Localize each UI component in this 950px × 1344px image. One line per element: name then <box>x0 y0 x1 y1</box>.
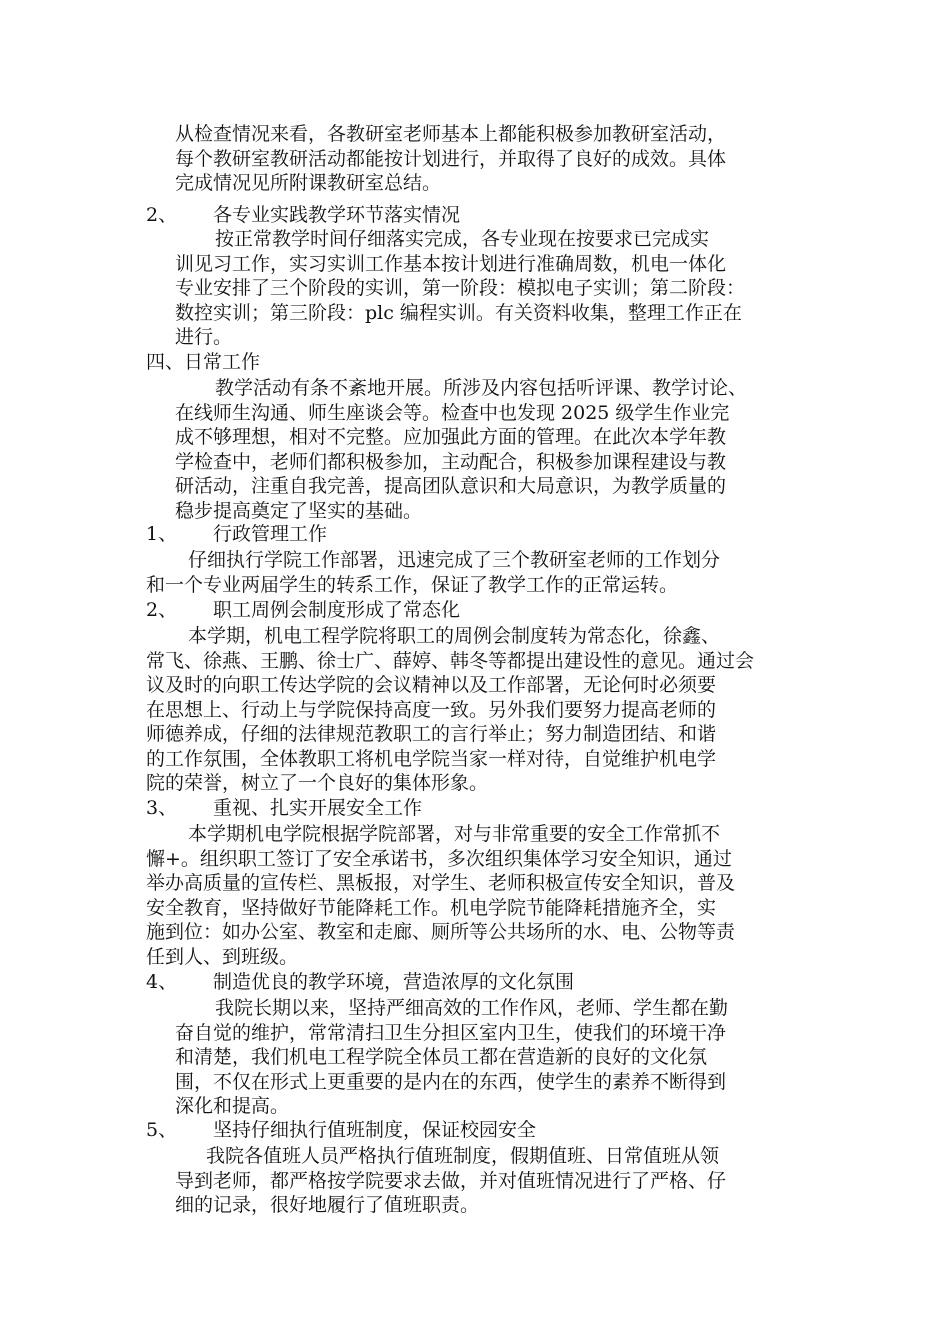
h1-heading: 行政管理工作 <box>213 523 328 545</box>
h3-heading: 重视、扎实开展安全工作 <box>213 797 423 819</box>
h2b-number: 2、 <box>146 599 178 621</box>
p5-line-6: 的工作氛围，全体教职工将机电学院当家一样对待，自觉维护机电学 <box>146 747 717 770</box>
p6-line-2: 懈+。组织职工签订了安全承诺书，多次组织集体学习安全知识，通过 <box>146 847 732 870</box>
p5-line-3: 议及时的向职工传达学院的会议精神以及工作部署，无论何时必须要 <box>146 674 717 696</box>
h4-heading: 四、日常工作 <box>146 351 261 373</box>
p8-line-2: 导到老师，都严格按学院要求去做，并对值班情况进行了严格、仔 <box>175 1169 727 1192</box>
p3-line-4: 学检查中，老师们都积极参加，主动配合，积极参加课程建设与教 <box>175 450 727 473</box>
p4-line-2: 和一个专业两届学生的转系工作，保证了教学工作的正常运转。 <box>146 573 679 596</box>
h2a-number: 2、 <box>146 204 178 226</box>
h4b-heading: 制造优良的教学环境，营造浓厚的文化氛围 <box>213 971 575 993</box>
p3-line-5: 研活动，注重自我完善，提高团队意识和大局意识，为教学质量的 <box>175 475 727 497</box>
p6-line-3: 举办高质量的宣传栏、黑板报，对学生、老师积极宣传安全知识，普及 <box>146 872 736 894</box>
p3-line-1: 教学活动有条不紊地开展。所涉及内容包括听评课、教学讨论、 <box>215 377 748 399</box>
p8-line-1: 我院各值班人员严格执行值班制度，假期值班、日常值班从领 <box>206 1145 720 1167</box>
p7-line-2: 奋自觉的维护，常常清扫卫生分担区室内卫生，使我们的环境干净 <box>175 1021 727 1044</box>
p5-line-4: 在思想上、行动上与学院保持高度一致。另外我们要努力提高老师的 <box>146 698 717 721</box>
p3-line-6: 稳步提高奠定了坚实的基础。 <box>175 499 423 522</box>
p2-line-1: 按正常教学时间仔细落实完成，各专业现在按要求已完成实 <box>215 228 710 250</box>
p3-line-3: 成不够理想，相对不完整。应加强此方面的管理。在此次本学年教 <box>175 426 727 448</box>
p6-line-1: 本学期机电学院根据学院部署，对与非常重要的安全工作常抓不 <box>188 823 721 845</box>
p2-line-2: 训见习工作，实习实训工作基本按计划进行准确周数，机电一体化 <box>175 252 727 275</box>
p5-line-7: 院的荣誉，树立了一个良好的集体形象。 <box>146 772 489 794</box>
p8-line-3: 细的记录，很好地履行了值班职责。 <box>175 1194 480 1216</box>
h4b-number: 4、 <box>146 971 178 993</box>
p7-line-4: 围，不仅在形式上更重要的是内在的东西，使学生的素养不断得到 <box>175 1070 727 1093</box>
h5-number: 5、 <box>146 1119 178 1141</box>
p5-line-1: 本学期，机电工程学院将职工的周例会制度转为常态化，徐鑫、 <box>188 625 721 647</box>
p6-line-6: 任到人、到班级。 <box>146 945 299 968</box>
p6-line-4: 安全教育，坚持做好节能降耗工作。机电学院节能降耗措施齐全，实 <box>146 896 717 919</box>
h1-number: 1、 <box>146 523 178 545</box>
p2-line-4: 数控实训；第三阶段：plc 编程实训。有关资料收集，整理工作正在 <box>175 301 742 324</box>
p3-line-2: 在线师生沟通、师生座谈会等。检查中也发现 2025 级学生作业完 <box>175 401 730 424</box>
p7-line-1: 我院长期以来，坚持严细高效的工作作风，老师、学生都在勤 <box>215 997 729 1019</box>
h2a-heading: 各专业实践教学环节落实情况 <box>213 204 461 226</box>
p6-line-5: 施到位：如办公室、教室和走廊、厕所等公共场所的水、电、公物等责 <box>146 921 736 943</box>
h3-number: 3、 <box>146 797 178 819</box>
p4-line-1: 仔细执行学院工作部署，迅速完成了三个教研室老师的工作划分 <box>188 549 721 571</box>
h5-heading: 坚持仔细执行值班制度，保证校园安全 <box>213 1119 537 1141</box>
p1-line-2: 每个教研室教研活动都能按计划进行，并取得了良好的成效。具体 <box>175 147 727 170</box>
p2-line-3: 专业安排了三个阶段的实训，第一阶段：模拟电子实训；第二阶段： <box>175 277 746 299</box>
p1-line-1: 从检查情况来看，各教研室老师基本上都能积极参加教研室活动， <box>175 123 727 145</box>
p5-line-2: 常飞、徐燕、王鹏、徐士广、薛婷、韩冬等都提出建设性的意见。通过会 <box>146 649 755 672</box>
p7-line-5: 深化和提高。 <box>175 1095 290 1117</box>
p1-line-3: 完成情况见所附课教研室总结。 <box>175 172 442 194</box>
p2-line-5: 进行。 <box>175 326 233 348</box>
p5-line-5: 师德养成，仔细的法律规范教职工的言行举止；努力制造团结、和谐 <box>146 723 717 745</box>
p7-line-3: 和清楚，我们机电工程学院全体员工都在营造新的良好的文化氛 <box>175 1046 708 1068</box>
h2b-heading: 职工周例会制度形成了常态化 <box>213 599 461 621</box>
